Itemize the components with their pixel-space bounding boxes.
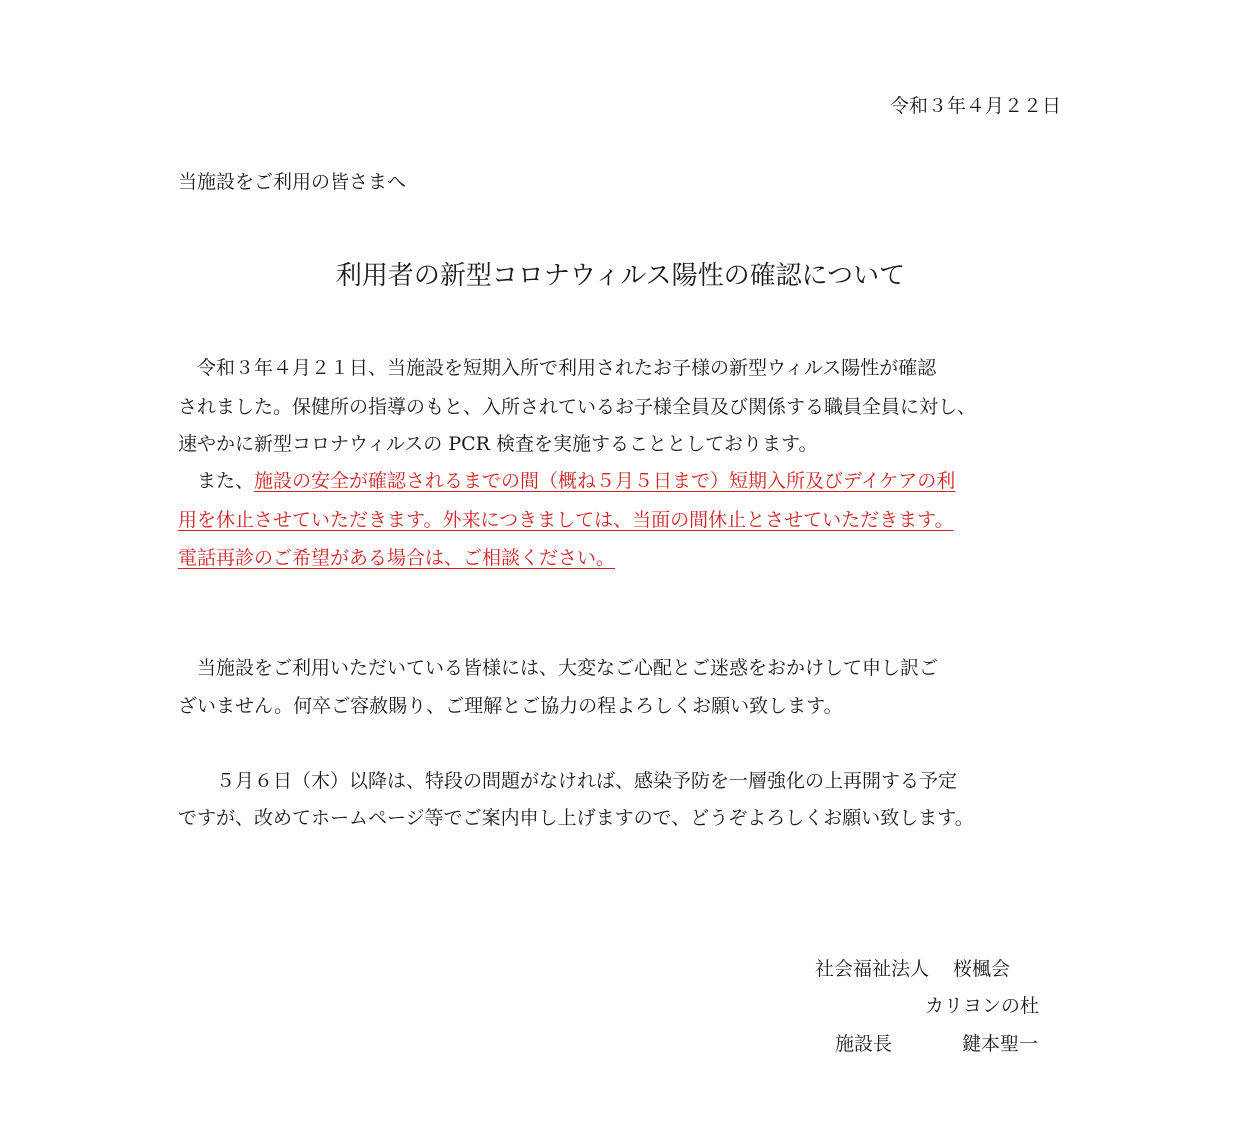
- document-title: 利用者の新型コロナウィルス陽性の確認について: [335, 261, 906, 291]
- paragraph3-line1: 当施設をご利用いただいている皆様には、大変なご心配とご迷惑をおかけして申し訳ご: [178, 657, 939, 679]
- paragraph1-line2: されました。保健所の指導のもと、入所されているお子様全員及び関係する職員全員に対し、: [178, 396, 977, 418]
- paragraph1-line3: 速やかに新型コロナウィルスの PCR 検査を実施することとしております。: [178, 433, 818, 455]
- signature-director: [835, 1032, 1038, 1056]
- signature-facility: カリヨンの杜: [925, 995, 1040, 1017]
- paragraph4-line2: ですが、改めてホームページ等でご案内申し上げますので、どうぞよろしくお願い致します。: [178, 807, 974, 829]
- paragraph3-line2: ざいません。何卒ご容赦賜り、ご理解とご協力の程よろしくお願い致します。: [178, 695, 843, 717]
- paragraph2-lead: また、: [178, 470, 255, 492]
- notice-suspension-red-2: 用を休止させていただきます。外来につきましては、当面の間休止とさせていただきます。: [178, 509, 954, 531]
- signature-role: 施設長: [835, 1033, 893, 1055]
- paragraph2-line3: [178, 546, 615, 570]
- notice-suspension-red-3: 電話再診のご希望がある場合は、ご相談ください。: [178, 547, 616, 569]
- signature-organization: [815, 957, 1010, 981]
- paragraph2-line1: [178, 469, 955, 493]
- notice-suspension-red-1: 施設の安全が確認されるまでの間（概ね５月５日まで）短期入所及びデイケアの利: [254, 470, 956, 492]
- document-date: 令和３年４月２２日: [889, 95, 1061, 117]
- paragraph2-line2: [178, 508, 954, 532]
- paragraph1-line1: 令和３年４月２１日、当施設を短期入所で利用されたお子様の新型ウィルス陽性が確認: [178, 357, 937, 379]
- paragraph4-line1: ５月６日（木）以降は、特段の問題がなければ、感染予防を一層強化の上再開する予定: [178, 770, 958, 792]
- signature-organization-name: 桜楓会: [953, 958, 1011, 980]
- addressee: 当施設をご利用の皆さまへ: [178, 171, 407, 193]
- signature-organization-type: 社会福祉法人: [815, 958, 930, 980]
- signature-person: 鍵本聖一: [962, 1033, 1039, 1055]
